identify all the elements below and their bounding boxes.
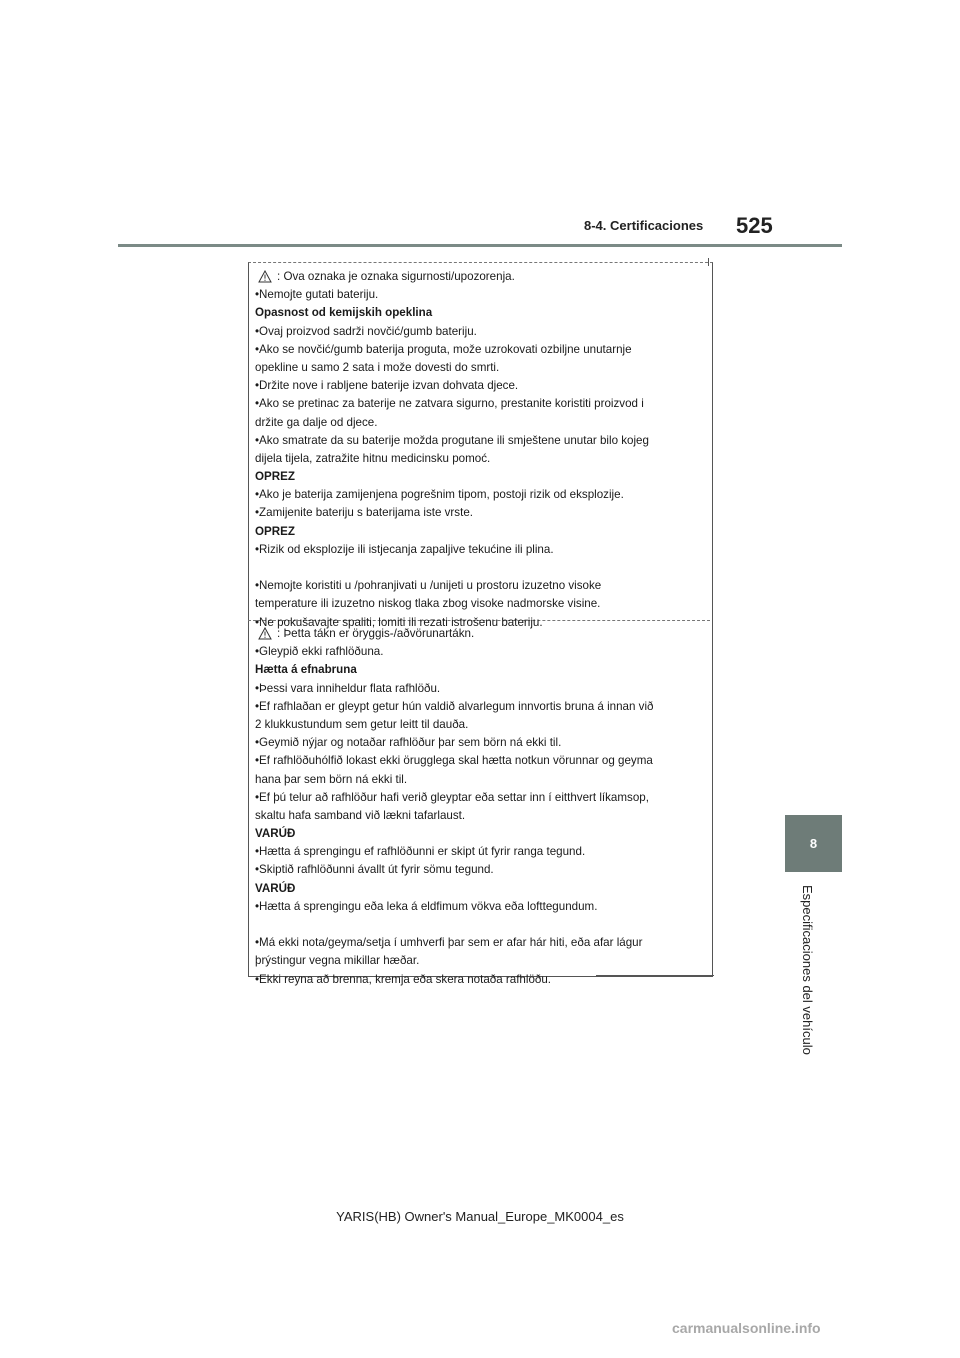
warning-line: •Ako se pretinac za baterije ne zatvara sigurno, prestanite koristiti proizvod i [255, 397, 644, 411]
warning-line: •Ovaj proizvod sadrži novčić/gumb bateriju. [255, 324, 477, 338]
warning-line: •Ako se novčić/gumb baterija proguta, može uzrokovati ozbiljne unutarnje [255, 342, 632, 356]
warning-line: 2 klukkustundum sem getur leitt til dauða. [255, 717, 469, 731]
warning-line [255, 916, 705, 934]
warning-line: •Má ekki nota/geyma/setja í umhverfi þar sem er afar hár hiti, eða afar lágur [255, 936, 643, 950]
page-number: 525 [736, 213, 773, 238]
warning-line: •Nemojte koristiti u /pohranjivati u /unijeti u prostoru izuzetno visoke [255, 579, 602, 593]
section-title: 8-4. Certificaciones [584, 218, 704, 233]
warning-line: opekline u samo 2 sata i može dovesti do smrti. [255, 360, 500, 374]
warning-line: dijela tijela, zatražite hitnu medicinsku pomoć. [255, 451, 491, 465]
icelandic-symbol-note: : Þetta tákn er öryggis-/aðvörunartákn. [277, 627, 475, 640]
label-corner-mark [708, 258, 716, 266]
watermark: carmanualsonline.info [672, 1320, 821, 1336]
warning-triangle-icon [255, 270, 277, 284]
chapter-number: 8 [809, 836, 818, 851]
warning-line: •Ef rafhlöðuhólfið lokast ekki örugglega skal hætta notkun vörunnar og geyma [255, 754, 653, 768]
warning-heading: Opasnost od kemijskih opeklina [255, 306, 433, 320]
warning-line: •Ekki reyna að brenna, kremja eða skera notaða rafhlöðu. [255, 972, 552, 986]
warning-line: þrýstingur vegna mikillar hæðar. [255, 954, 420, 968]
manual-footer: YARIS(HB) Owner's Manual_Europe_MK0004_es [336, 1209, 624, 1224]
warning-line: •Ako je baterija zamijenjena pogrešnim tipom, postoji rizik od eksplozije. [255, 488, 624, 502]
warning-line: skaltu hafa samband við lækni tafarlaust. [255, 808, 466, 822]
croatian-symbol-line [255, 268, 705, 286]
warning-heading: OPREZ [255, 470, 295, 484]
warning-line: •Rizik od eksplozije ili istjecanja zapaljive tekućine ili plina. [255, 542, 554, 556]
warning-line: držite ga dalje od djece. [255, 415, 378, 429]
icelandic-lines [255, 643, 705, 989]
croatian-lines [255, 286, 705, 632]
warning-line: temperature ili izuzetno niskog tlaka zbog visoke nadmorske visine. [255, 597, 601, 611]
warning-line: •Ef rafhlaðan er gleypt getur hún valdið alvarlegum innvortis bruna á innan við [255, 699, 654, 713]
warning-line: •Hætta á sprengingu eða leka á eldfimum vökva eða lofttegundum. [255, 899, 598, 913]
warning-line: •Nemojte gutati bateriju. [255, 288, 379, 302]
warning-line: •Gleypið ekki rafhlöðuna. [255, 645, 384, 659]
warning-heading: OPREZ [255, 524, 295, 538]
warning-line: •Zamijenite bateriju s baterijama iste vrste. [255, 506, 473, 520]
warning-line: •Ef þú telur að rafhlöður hafi verið gleyptar eða settar inn í eitthvert líkamsop, [255, 790, 649, 804]
icelandic-symbol-line [255, 625, 705, 643]
warning-line [255, 559, 705, 577]
croatian-symbol-note: : Ova oznaka je oznaka sigurnosti/upozorenja. [277, 270, 515, 283]
warning-line: hana þar sem börn ná ekki til. [255, 772, 408, 786]
header-rule [118, 244, 842, 247]
warning-line: •Geymið nýjar og notaðar rafhlöður þar sem börn ná ekki til. [255, 736, 562, 750]
croatian-warning-block [255, 268, 705, 632]
icelandic-warning-block [255, 625, 705, 989]
warning-line: •Hætta á sprengingu ef rafhlöðunni er skipt út fyrir ranga tegund. [255, 845, 586, 859]
warning-line: •Ako smatrate da su baterije možda progutane ili smještene unutar bilo kojeg [255, 433, 649, 447]
warning-heading: VARÚÐ [255, 827, 296, 841]
chapter-title: Especificaciones del vehículo [800, 885, 815, 1055]
warning-line: •Skiptið rafhlöðunni ávallt út fyrir sömu tegund. [255, 863, 494, 877]
warning-line: •Ne pokušavajte spaliti, lomiti ili rezati istrošenu bateriju. [255, 615, 543, 629]
chapter-tab[interactable] [785, 815, 842, 872]
warning-line: •Þessi vara inniheldur flata rafhlöðu. [255, 681, 441, 695]
warning-heading: Hætta á efnabruna [255, 663, 357, 677]
warning-triangle-icon [255, 627, 277, 641]
warning-line: •Držite nove i rabljene baterije izvan dohvata djece. [255, 379, 519, 393]
warning-heading: VARÚÐ [255, 881, 296, 895]
